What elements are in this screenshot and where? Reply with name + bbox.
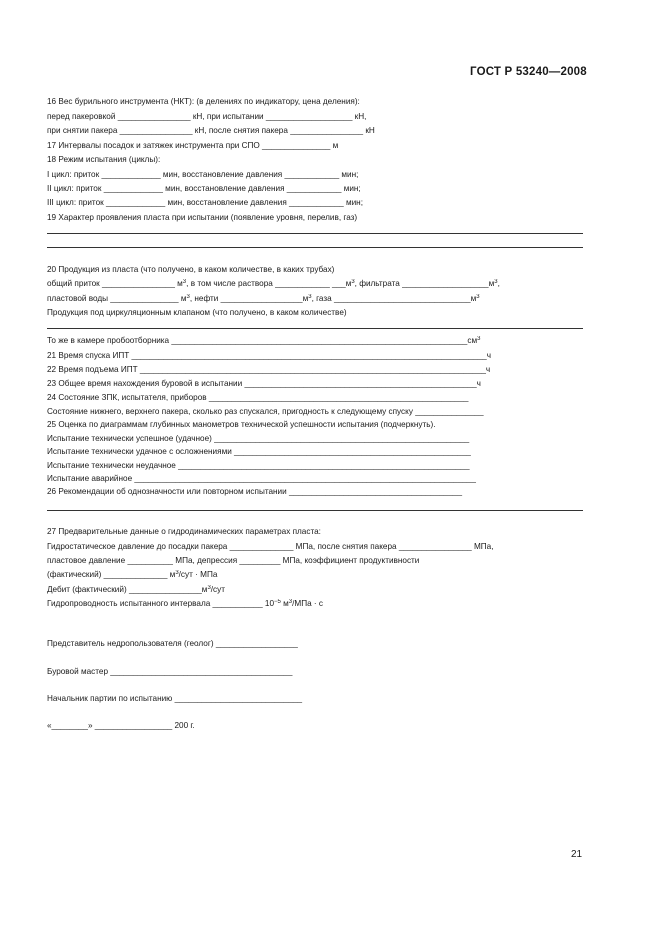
field-18-title: 18 Режим испытания (циклы): [47, 155, 161, 164]
signature-geologist: Представитель недропользователя (геолог) __________________ [47, 639, 298, 648]
field-16-line-2: при снятии пакера ________________ кН, после снятия пакера ________________ кН [47, 126, 375, 135]
field-20-sampler: То же в камере пробоотборника $\_\_\_\_\_\_\_\_\_\_\_\_\_\_\_\_\_\_\_\_\_\_\_\_\_\_\_\_\_\_\_\_\_\_\_\_\_\_\_\_\_\_\_\_\_\_\_\_\_\_\_\_\_\_\_\_\_\_\_\_\_\_\_\_\_см^3$ [47, 336, 481, 345]
field-20-line-2: пластовой воды _______________ $м^3$, нефти $\_\_\_\_\_\_\_\_\_\_\_\_\_\_\_\_\_\_м^3$, газа $\_\_\_\_\_\_\_\_\_\_\_\_\_\_\_\_\_\_\_\_\_\_\_\_\_\_\_\_\_\_м^3$ [47, 294, 480, 303]
field-16-title: 16 Вес бурильного инструмента (НКТ): (в делениях по индикатору, цена деления): [47, 97, 360, 106]
field-25-complications: Испытание технически удачное с осложнениями ____________________________________________________ [47, 447, 471, 456]
field-18-cycle-3: III цикл: приток _____________ мин, восстановление давления ____________ мин; [47, 198, 363, 207]
field-18-cycle-1: I цикл: приток _____________ мин, восстановление давления ____________ мин; [47, 170, 359, 179]
field-20-circ-valve: Продукция под циркуляционным клапаном (что получено, в каком количестве) [47, 308, 347, 317]
field-25-emergency: Испытание аварийное ___________________________________________________________________________ [47, 474, 476, 483]
field-25-success: Испытание технически успешное (удачное) ________________________________________________________ [47, 434, 470, 443]
field-20-line-1: общий приток ________________ $м^3$, в том числе раствора ____________ $\_\_\_м^3$, фильтрата $\_\_\_\_\_\_\_\_\_\_\_\_\_\_\_\_\_\_\_м^3$, [47, 279, 500, 288]
field-27-productivity: (фактический) ______________ $м^3$/сут · МПа [47, 570, 218, 579]
field-23: 23 Общее время нахождения буровой в испытании ___________________________________________________ч [47, 379, 481, 388]
page-number: 21 [571, 849, 583, 860]
field-19-title: 19 Характер проявления пласта при испытании (появление уровня, перелив, газ) [47, 213, 358, 222]
field-18-cycle-2: II цикл: приток _____________ мин, восстановление давления ____________ мин; [47, 184, 361, 193]
signature-party-chief: Начальник партии по испытанию ____________________________ [47, 694, 303, 703]
field-24-packer: Состояние нижнего, верхнего пакера, сколько раз спускался, пригодность к следующему спуску _______________ [47, 407, 484, 416]
field-27-transmissibility: Гидропроводность испытанного интервала ___________ $10^{-5}$ $м^3$/МПа · с [47, 599, 324, 608]
document-header: ГОСТ Р 53240—2008 [470, 66, 587, 78]
signature-drilling-master: Буровой мастер ________________________________________ [47, 667, 293, 676]
date-line: «________» _________________ 200 г. [47, 721, 195, 730]
field-27-hydrostatic: Гидростатическое давление до посадки пакера ______________ МПа, после снятия пакера ________________ МПа, [47, 542, 494, 551]
field-26: 26 Рекомендации об однозначности или повторном испытании ______________________________________ [47, 487, 463, 496]
field-17: 17 Интервалы посадок и затяжек инструмента при СПО _______________ м [47, 141, 339, 150]
field-25-title: 25 Оценка по диаграммам глубинных манометров технической успешности испытания (подчеркнуть). [47, 420, 436, 429]
field-26-blank-line [47, 510, 583, 511]
field-19-blank-line-1 [47, 233, 583, 234]
field-27-debit: Дебит (фактический) $\_\_\_\_\_\_\_\_\_\_\_\_\_\_\_\_м^3$/сут [47, 585, 225, 594]
field-25-failure: Испытание технически неудачное ________________________________________________________________ [47, 461, 470, 470]
field-19-blank-line-2 [47, 247, 583, 248]
field-27-reservoir-pressure: пластовое давление __________ МПа, депрессия _________ МПа, коэффициент продуктивности [47, 556, 420, 565]
field-16-line-1: перед пакеровкой ________________ кН, при испытании ___________________ кН, [47, 112, 367, 121]
field-22: 22 Время подъема ИПТ ____________________________________________________________________________ч [47, 365, 491, 374]
field-20-title: 20 Продукция из пласта (что получено, в каком количестве, в каких трубах) [47, 265, 335, 274]
field-24: 24 Состояние ЗПК, испытателя, приборов _________________________________________________________ [47, 393, 469, 402]
field-20-blank-line [47, 328, 583, 329]
field-21: 21 Время спуска ИПТ ______________________________________________________________________________ч [47, 351, 491, 360]
field-27-title: 27 Предварительные данные о гидродинамических параметрах пласта: [47, 527, 321, 536]
